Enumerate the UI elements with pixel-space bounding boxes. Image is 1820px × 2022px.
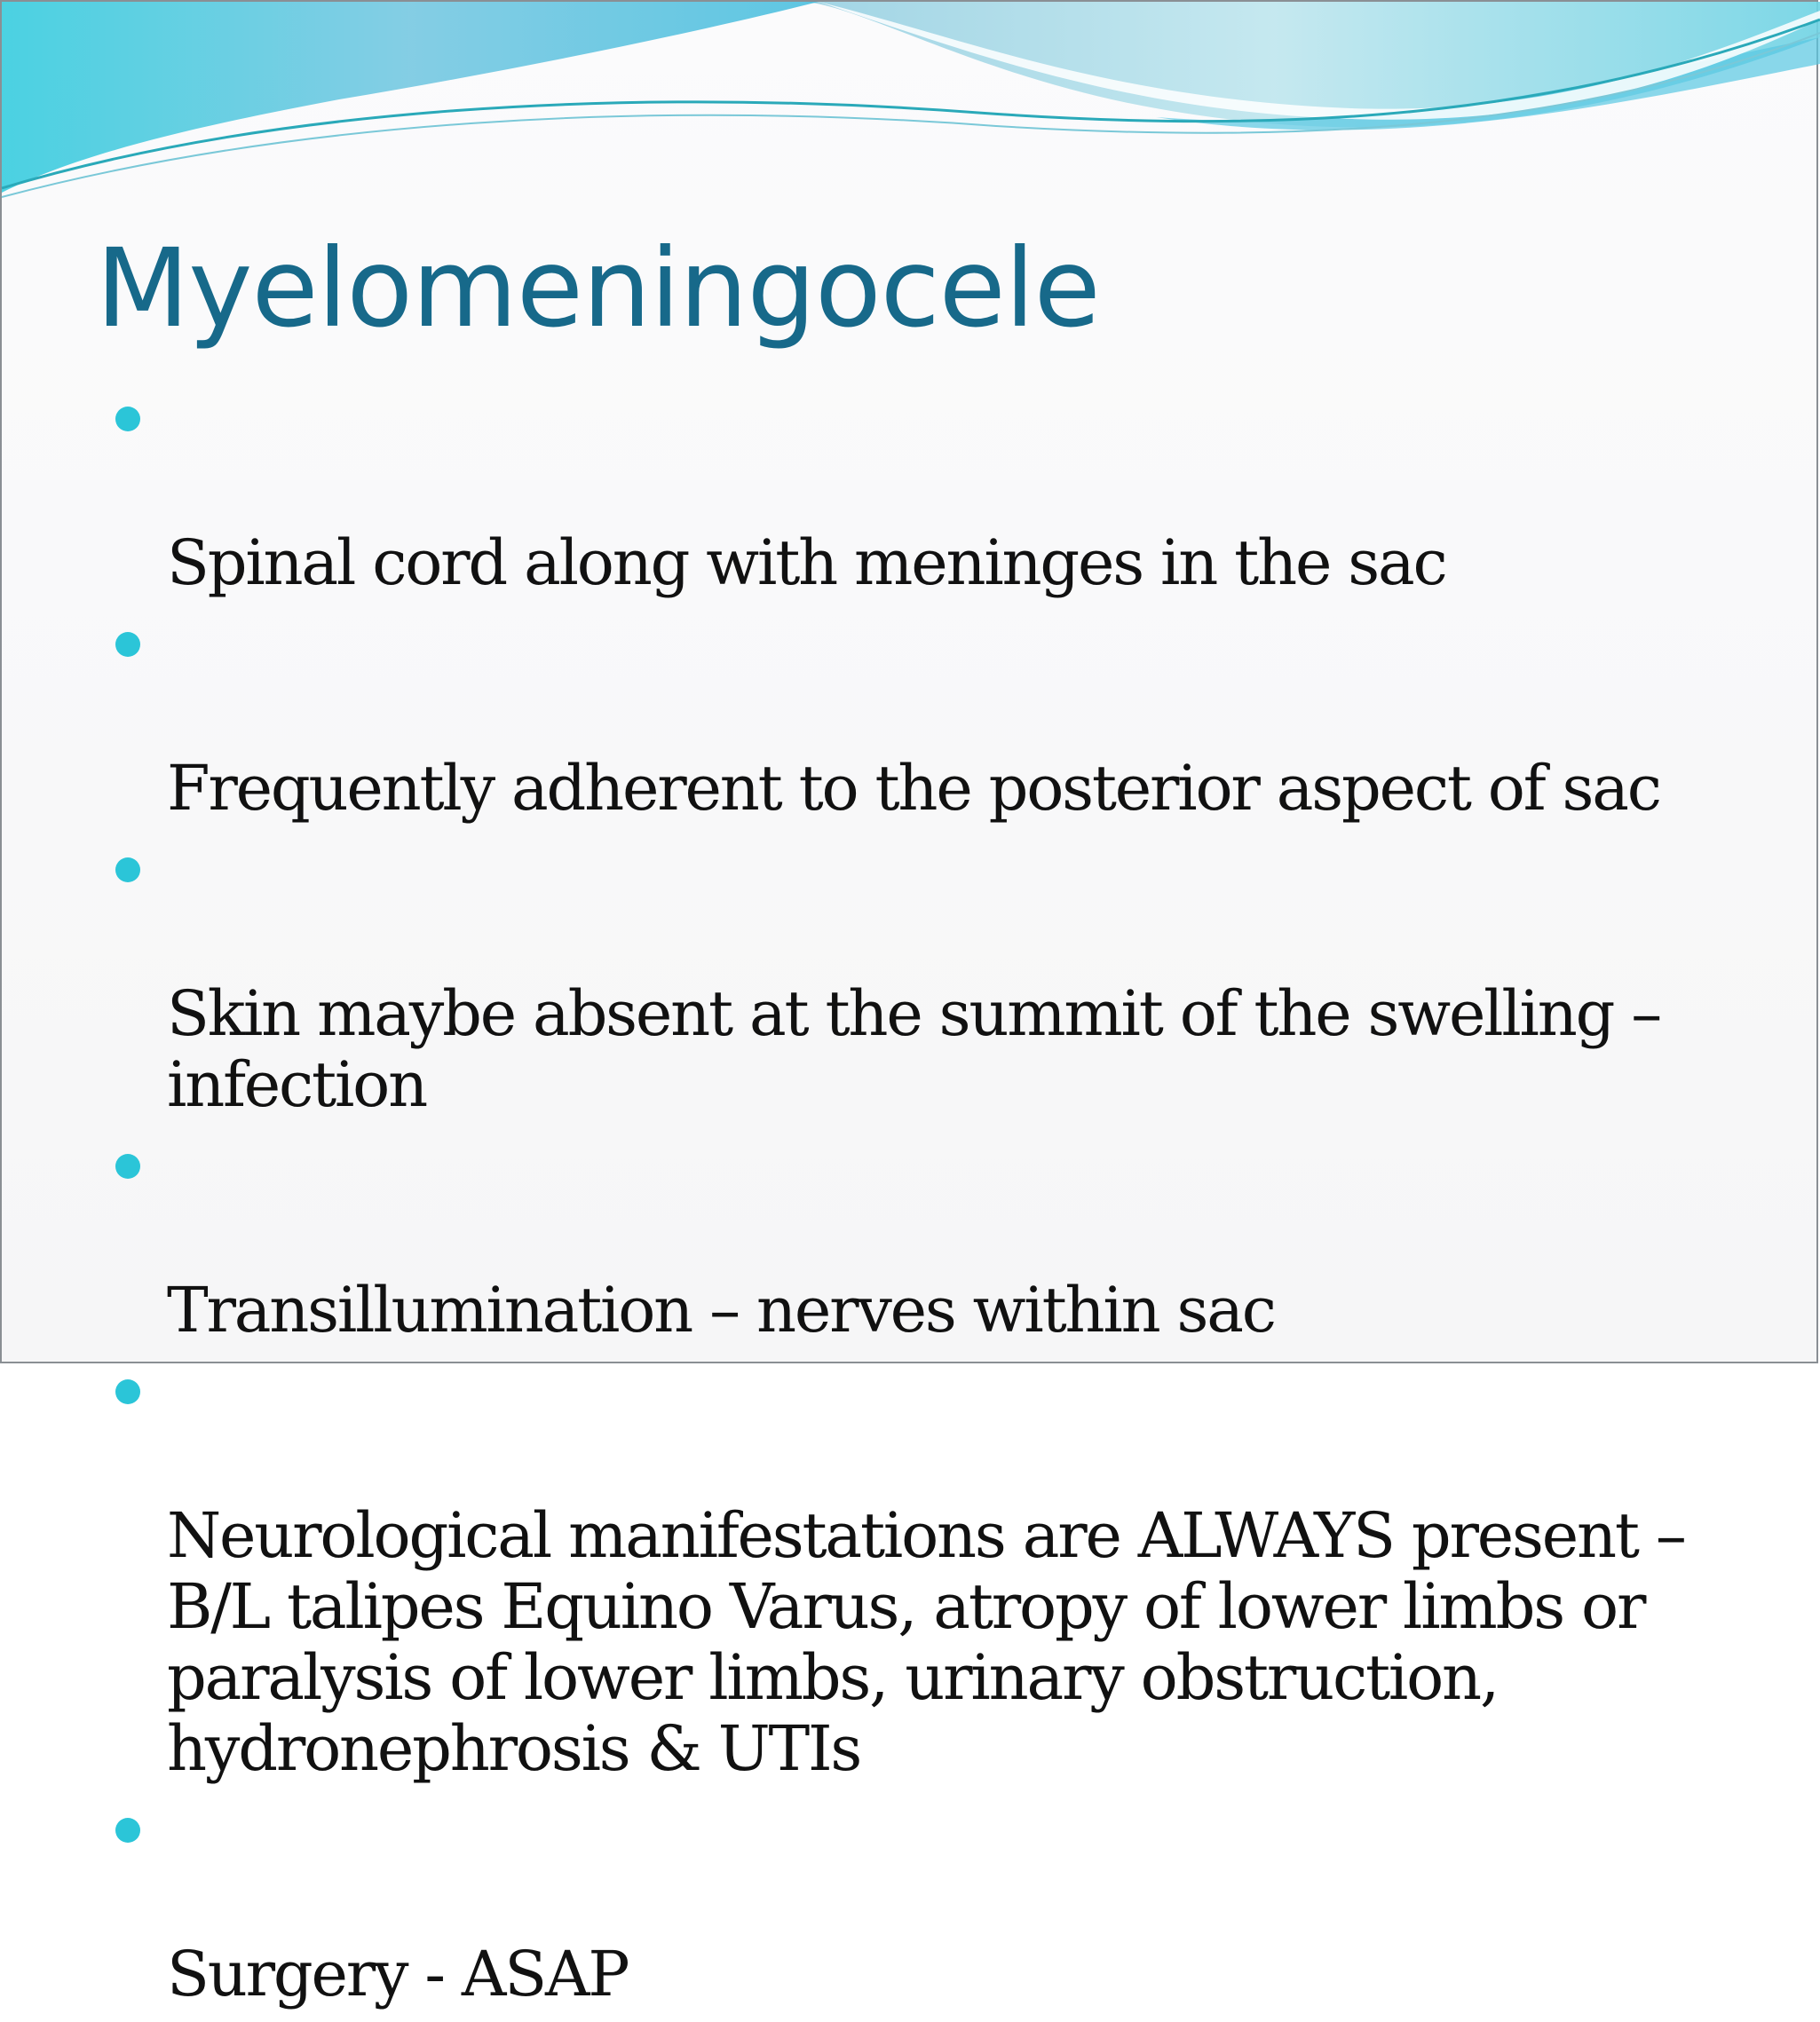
bullet-text: Surgery - ASAP (167, 1938, 629, 2010)
bullet-item (115, 836, 1767, 1120)
bullet-list (115, 385, 1767, 2022)
bullet-dot-icon (115, 857, 140, 882)
bullet-dot-icon (115, 407, 140, 431)
wave-band-left (2, 2, 819, 193)
bullet-item (115, 1797, 1767, 2010)
bullet-item (115, 385, 1767, 598)
bullet-dot-icon (115, 1154, 140, 1179)
bullet-dot-icon (115, 1379, 140, 1404)
bullet-text: Spinal cord along with meninges in the sac (167, 526, 1446, 599)
bullet-dot-icon (115, 632, 140, 657)
bullet-item (115, 1133, 1767, 1346)
bullet-text: Frequently adherent to the posterior aspect of sac (167, 752, 1660, 825)
bullet-item (115, 611, 1767, 824)
bullet-text: Skin maybe absent at the summit of the swelling – infection (167, 977, 1661, 1121)
slide-title: Myelomeningocele (96, 225, 1100, 351)
bullet-text: Neurological manifestations are ALWAYS present – B/L talipes Equino Varus, atropy of lower limbs or paralysis of lower limbs, urinary obstruction, hydronephrosis & UTIs (167, 1499, 1685, 1785)
bullet-dot-icon (115, 1818, 140, 1843)
bullet-text: Transillumination – nerves within sac (167, 1274, 1275, 1347)
header-wave-decoration (2, 2, 1820, 215)
bullet-item (115, 1358, 1767, 1784)
